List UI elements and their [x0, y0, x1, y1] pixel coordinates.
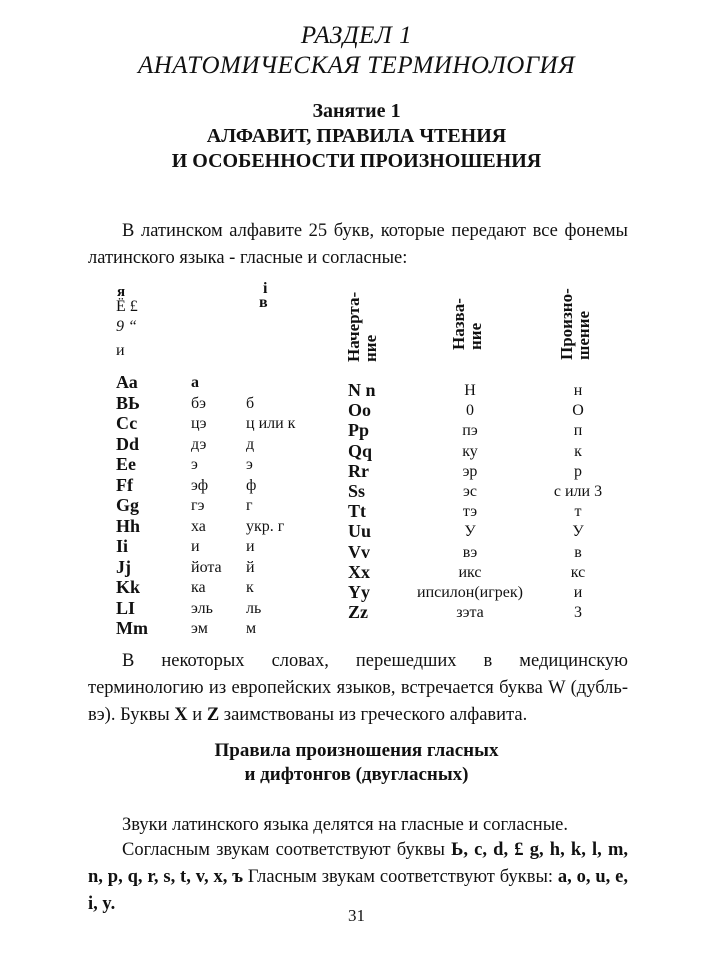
left-row-name: дэ	[191, 435, 207, 453]
right-row-name: тэ	[462, 503, 478, 521]
left-row-pron: б	[246, 394, 255, 412]
right-row-letter: Rr	[348, 460, 369, 481]
right-row-name: вэ	[462, 543, 478, 561]
left-row-name: эф	[191, 476, 209, 494]
right-row-letter: Yy	[348, 582, 370, 602]
left-row-pron: к	[246, 579, 254, 596]
vowel-letters: a, o, u, e, i, y.	[88, 867, 629, 914]
left-row-name: эль	[191, 599, 213, 617]
consonants-intro: Согласным звукам соответствуют буквы	[122, 840, 452, 860]
subheading-line1: Правила произношения гласных	[214, 740, 499, 761]
vowels-intro: Гласным звукам соответствуют буквы:	[242, 867, 558, 887]
right-row-name: пэ	[462, 422, 478, 440]
letter-x: X	[174, 705, 188, 725]
right-row-letter: Tt	[348, 501, 366, 522]
right-row-pron: н	[573, 382, 583, 399]
right-row-letter: Vv	[348, 541, 370, 562]
loanword-text-3: заимствованы из греческого алфавита.	[219, 705, 528, 725]
left-row-pron: ль	[246, 599, 262, 617]
header-name: Назва- ние	[449, 298, 485, 350]
subheading-line2: и дифтонгов (двугласных)	[244, 764, 469, 785]
right-row-letter: Оо	[348, 400, 372, 421]
left-row-pron: э	[246, 456, 253, 473]
right-row-pron: т	[574, 503, 582, 521]
left-header-row3: 9 “	[116, 318, 137, 335]
left-row-pron: и	[246, 538, 255, 555]
right-row-pron: У	[572, 523, 584, 541]
left-row-pron: ц или к	[246, 415, 296, 432]
loanword-text-1: В некоторых словах, перешедших в медицинскую терминологию из европейских языков, встречается буква W (дубль-вэ). Буквы	[88, 651, 628, 725]
left-row-letter: Mm	[116, 618, 148, 638]
left-row-pron: ф	[246, 476, 257, 494]
consonant-letters: Ь, с, d, £ g, h, k, l, m, n, p, q, r, s, t, v, x, ъ	[88, 840, 628, 887]
right-row-pron: к	[574, 442, 582, 460]
sounds-paragraph: Звуки латинского языка делятся на гласные и согласные.	[122, 815, 568, 835]
mid-header-bottom: в	[259, 294, 268, 311]
right-row-pron: п	[573, 422, 583, 440]
right-row-pron: О	[572, 402, 584, 420]
left-header-row1: я	[117, 284, 126, 300]
right-row-letter: Zz	[348, 602, 368, 623]
left-row-name: ка	[191, 579, 206, 596]
left-row-letter: Gg	[116, 495, 140, 515]
right-row-name: эр	[462, 462, 478, 480]
left-row-name: бэ	[191, 394, 207, 412]
right-row-name: зэта	[456, 604, 484, 622]
right-row-pron: кс	[570, 563, 586, 581]
left-row-letter: Ff	[116, 474, 133, 495]
left-row-letter: Kk	[116, 577, 141, 597]
left-row-name: и	[191, 538, 200, 555]
right-row-letter: N n	[348, 380, 376, 400]
right-row-name: У	[464, 523, 476, 541]
lesson-title-line1: АЛФАВИТ, ПРАВИЛА ЧТЕНИЯ	[206, 125, 507, 147]
left-row-name: эм	[191, 620, 208, 637]
left-header-row2: Ё £	[116, 298, 138, 315]
right-row-letter: Ss	[348, 481, 366, 501]
right-row-pron: 3	[574, 604, 582, 622]
left-row-name: э	[191, 456, 198, 473]
left-row-pron: д	[246, 435, 255, 453]
right-row-pron: р	[574, 462, 582, 480]
left-row-letter: ВЬ	[116, 392, 140, 413]
section-title: АНАТОМИЧЕСКАЯ ТЕРМИНОЛОГИЯ	[137, 52, 576, 79]
section-number: РАЗДЕЛ 1	[300, 22, 413, 49]
right-row-name: 0	[466, 402, 474, 420]
left-header-row4: и	[116, 342, 125, 359]
left-row-name: цэ	[191, 415, 207, 432]
left-row-name: йота	[191, 558, 222, 576]
right-row-letter: Рр	[348, 420, 370, 441]
intro-paragraph: В латинском алфавите 25 букв, которые передают все фонемы латинского языка - гласные и согласные:	[88, 221, 628, 268]
right-row-letter: Qq	[348, 440, 373, 461]
left-row-pron: й	[246, 558, 255, 576]
right-row-name: ипсилон(игрек)	[417, 584, 523, 601]
left-row-pron: г	[246, 497, 253, 514]
loanword-text-2: и	[187, 705, 207, 725]
lesson-title-line2: И ОСОБЕННОСТИ ПРОИЗНОШЕНИЯ	[171, 150, 542, 172]
left-row-letter: LI	[116, 597, 136, 618]
left-row-pron: м	[246, 620, 257, 637]
right-row-name: ку	[462, 442, 478, 460]
left-row-letter: Сс	[116, 413, 138, 433]
page-number: 31	[348, 906, 365, 925]
left-row-name: ха	[191, 517, 206, 535]
right-row-pron: в	[574, 543, 582, 561]
left-row-letter: Jj	[116, 556, 131, 577]
right-row-letter: Хх	[348, 561, 370, 582]
loanword-paragraph	[88, 648, 628, 729]
left-row-letter: Аа	[116, 372, 138, 392]
left-row-letter: Ее	[116, 454, 136, 474]
right-row-name: Н	[464, 382, 476, 399]
mid-header-top: i	[263, 280, 268, 297]
left-row-pron: укр. г	[246, 517, 285, 535]
left-row-name: а	[191, 374, 199, 391]
left-row-letter: Dd	[116, 433, 140, 454]
right-row-pron: с или 3	[553, 483, 603, 500]
left-row-letter: Ii	[116, 536, 129, 556]
lesson-number: Занятие 1	[312, 100, 401, 122]
header-pronunciation: Произно- шение	[557, 288, 593, 360]
letter-z: Z	[206, 705, 220, 725]
right-row-name: икс	[458, 563, 482, 581]
right-row-pron: и	[573, 584, 583, 601]
left-row-letter: Hh	[116, 515, 141, 536]
right-row-name: эс	[463, 483, 477, 500]
header-outline: Начерта- ние	[344, 291, 380, 362]
left-row-name: гэ	[191, 497, 205, 514]
right-row-letter: Uu	[348, 521, 372, 542]
